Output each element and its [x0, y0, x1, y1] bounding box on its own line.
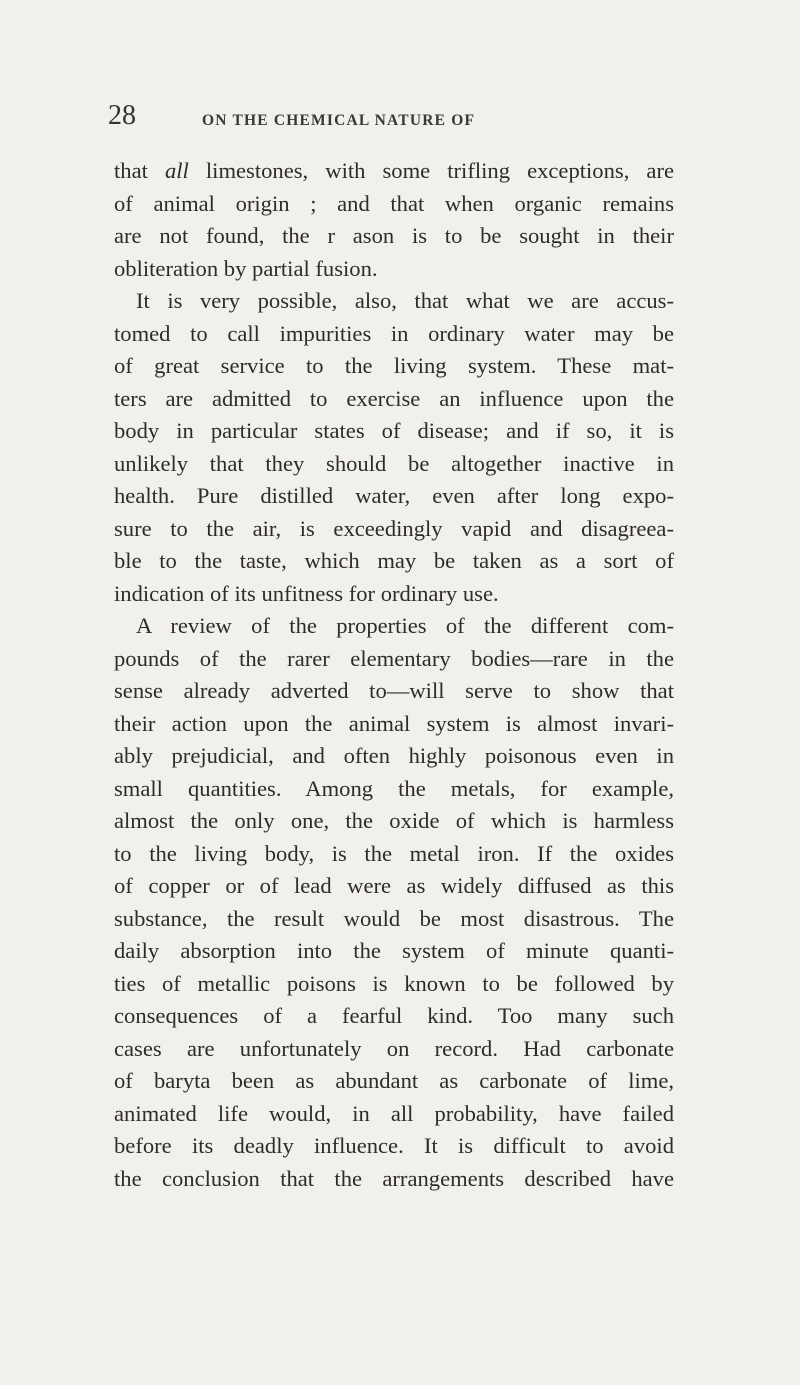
- page-number: 28: [108, 100, 136, 131]
- text-line: the conclusion that the arrangements described have: [114, 1165, 674, 1191]
- text-line: of baryta been as abundant as carbonate of lime,: [114, 1068, 674, 1093]
- text-line: A review of the properties of the different com-: [136, 613, 674, 638]
- text-line: health. Pure distilled water, even after long expo-: [114, 483, 674, 508]
- text-line: are not found, the r ason is to be sought in their: [114, 223, 674, 248]
- text-line: before its deadly influence. It is difficult to avoid: [114, 1133, 674, 1158]
- text-line: ties of metallic poisons is known to be followed by: [114, 970, 674, 996]
- text-line: substance, the result would be most disastrous. The: [114, 905, 674, 931]
- text-line: small quantities. Among the metals, for example,: [114, 775, 674, 801]
- emphasized-word: all: [164, 158, 189, 183]
- text-line: obliteration by partial fusion.: [114, 255, 378, 281]
- text-line: almost the only one, the oxide of which is harmless: [114, 808, 674, 833]
- text-line: animated life would, in all probability, have failed: [114, 1100, 674, 1126]
- text-line: cases are unfortunately on record. Had carbonate: [114, 1035, 674, 1061]
- text-line: of copper or of lead were as widely diffused as this: [114, 873, 674, 898]
- text-line: their action upon the animal system is almost invari-: [114, 710, 674, 736]
- text-line: to the living body, is the metal iron. If the oxides: [114, 840, 674, 866]
- text-line: tomed to call impurities in ordinary water may be: [114, 320, 674, 346]
- text-line: of great service to the living system. These mat-: [114, 353, 674, 378]
- text-line: sense already adverted to—will serve to show that: [114, 678, 674, 703]
- text-line: sure to the air, is exceedingly vapid and disagreea-: [114, 515, 674, 541]
- text-line: of animal origin ; and that when organic remains: [114, 190, 674, 216]
- text-line: ble to the taste, which may be taken as a sort of: [114, 548, 674, 573]
- text-line: ters are admitted to exercise an influence upon the: [114, 385, 674, 411]
- text-line: that all limestones, with some trifling exceptions, are: [114, 158, 674, 183]
- text-line: consequences of a fearful kind. Too many such: [114, 1003, 674, 1028]
- text-line: indication of its unfitness for ordinary use.: [114, 580, 499, 606]
- text-line: ably prejudicial, and often highly poisonous even in: [114, 743, 674, 768]
- page-header: [108, 100, 708, 140]
- body-text: [114, 155, 674, 1195]
- text-line: body in particular states of disease; and if so, it is: [114, 418, 674, 443]
- text-line: pounds of the rarer elementary bodies—rare in the: [114, 645, 674, 671]
- text-line: It is very possible, also, that what we are accus-: [136, 288, 674, 313]
- text-line: daily absorption into the system of minute quanti-: [114, 938, 674, 963]
- text-line: unlikely that they should be altogether inactive in: [114, 450, 674, 476]
- running-head: ON THE CHEMICAL NATURE OF: [202, 112, 476, 129]
